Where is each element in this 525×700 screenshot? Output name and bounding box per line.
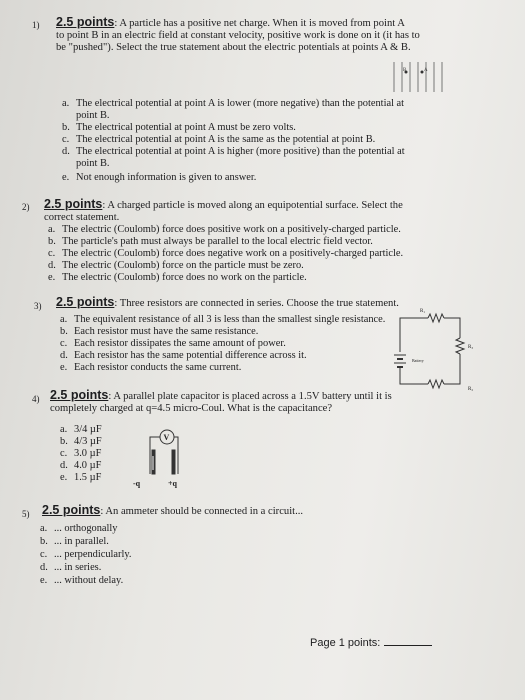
option-b[interactable]: b. The particle's path must always be parallel to the local electric field vector. (48, 236, 373, 247)
page-points-label: Page 1 points: (310, 637, 381, 649)
capacitor-figure (130, 428, 180, 490)
page-points-footer (310, 637, 432, 649)
point-b-label: B (403, 68, 407, 73)
option-b[interactable]: b. The electrical potential at point A must be zero volts. (62, 122, 296, 133)
r2-label: R₂ (468, 387, 474, 392)
question-number: 2) (22, 202, 30, 212)
option-a[interactable]: a. The electrical potential at point A is lower (more negative) than the potential at point B. (62, 98, 405, 121)
option-d[interactable]: d. 4.0 µF (60, 460, 102, 471)
points-label: 2.5 points (56, 295, 115, 309)
question-number: 1) (32, 20, 40, 30)
option-b[interactable]: b. ... in parallel. (40, 536, 109, 547)
question-number: 5) (22, 509, 30, 519)
points-label: 2.5 points (50, 388, 109, 402)
option-b[interactable]: b. 4/3 µF (60, 436, 102, 447)
positive-charge-label: +q (168, 479, 178, 488)
point-a-label: A (424, 68, 428, 73)
option-a[interactable]: a. ... orthogonally (40, 523, 118, 534)
battery-label: Battery (412, 358, 424, 363)
points-label: 2.5 points (42, 503, 101, 517)
option-d[interactable]: d. The electrical potential at point A is higher (more positive) than the potential at point B. (62, 146, 405, 169)
question-number: 4) (32, 394, 40, 404)
option-a[interactable]: a. The electric (Coulomb) force does positive work on a positively-charged particle. (48, 224, 401, 235)
option-b[interactable]: b. Each resistor must have the same resistance. (60, 326, 259, 337)
option-a[interactable]: a. The equivalent resistance of all 3 is less than the smallest single resistance. (60, 314, 386, 325)
option-d[interactable]: d. Each resistor has the same potential difference across it. (60, 350, 307, 361)
option-c[interactable]: c. The electric (Coulomb) force does negative work on a positively-charged particle. (48, 248, 404, 259)
question-text: 2.5 points: A parallel plate capacitor is placed across a 1.5V battery until it is completely charged at q=4.5 micro-Coul. What is the capacitance? (50, 388, 392, 414)
option-e[interactable]: e. Each resistor conducts the same current. (60, 362, 242, 373)
series-circuit-figure (394, 302, 474, 390)
voltmeter-label: V (163, 433, 170, 442)
question-text: 2.5 points: A charged particle is moved along an equipotential surface. Select the correct statement. (44, 197, 403, 223)
page-points-blank[interactable] (384, 645, 432, 646)
option-a[interactable]: a. 3/4 µF (60, 424, 102, 435)
option-c[interactable]: c. 3.0 µF (60, 448, 102, 459)
r3-label: R₃ (468, 345, 474, 350)
points-label: 2.5 points (56, 15, 115, 29)
option-d[interactable]: d. ... in series. (40, 562, 102, 573)
option-e[interactable]: e. 1.5 µF (60, 472, 102, 483)
question-text: 2.5 points: An ammeter should be connected in a circuit... (42, 503, 304, 517)
r1-label: R₁ (420, 309, 426, 314)
option-c[interactable]: c. The electrical potential at point A is the same as the potential at point B. (62, 134, 376, 145)
option-c[interactable]: c. ... perpendicularly. (40, 549, 132, 560)
negative-charge-label: -q (133, 479, 141, 488)
option-d[interactable]: d. The electric (Coulomb) force on the particle must be zero. (48, 260, 304, 271)
question-number: 3) (34, 301, 42, 311)
field-lines-figure (390, 60, 450, 94)
option-e[interactable]: e. The electric (Coulomb) force does no work on the particle. (48, 272, 307, 283)
option-e[interactable]: e. ... without delay. (40, 575, 124, 586)
question-text: 2.5 points: A particle has a positive net charge. When it is moved from point A to point B in an electric field at constant velocity, positive work is done on it (it has to be "pushed"). Select the true statement about the electric potentials at points A & B. (56, 15, 420, 53)
option-e[interactable]: e. Not enough information is given to answer. (62, 172, 257, 183)
question-text: 2.5 points: Three resistors are connected in series. Choose the true statement. (56, 295, 399, 309)
option-c[interactable]: c. Each resistor dissipates the same amount of power. (60, 338, 286, 349)
points-label: 2.5 points (44, 197, 103, 211)
